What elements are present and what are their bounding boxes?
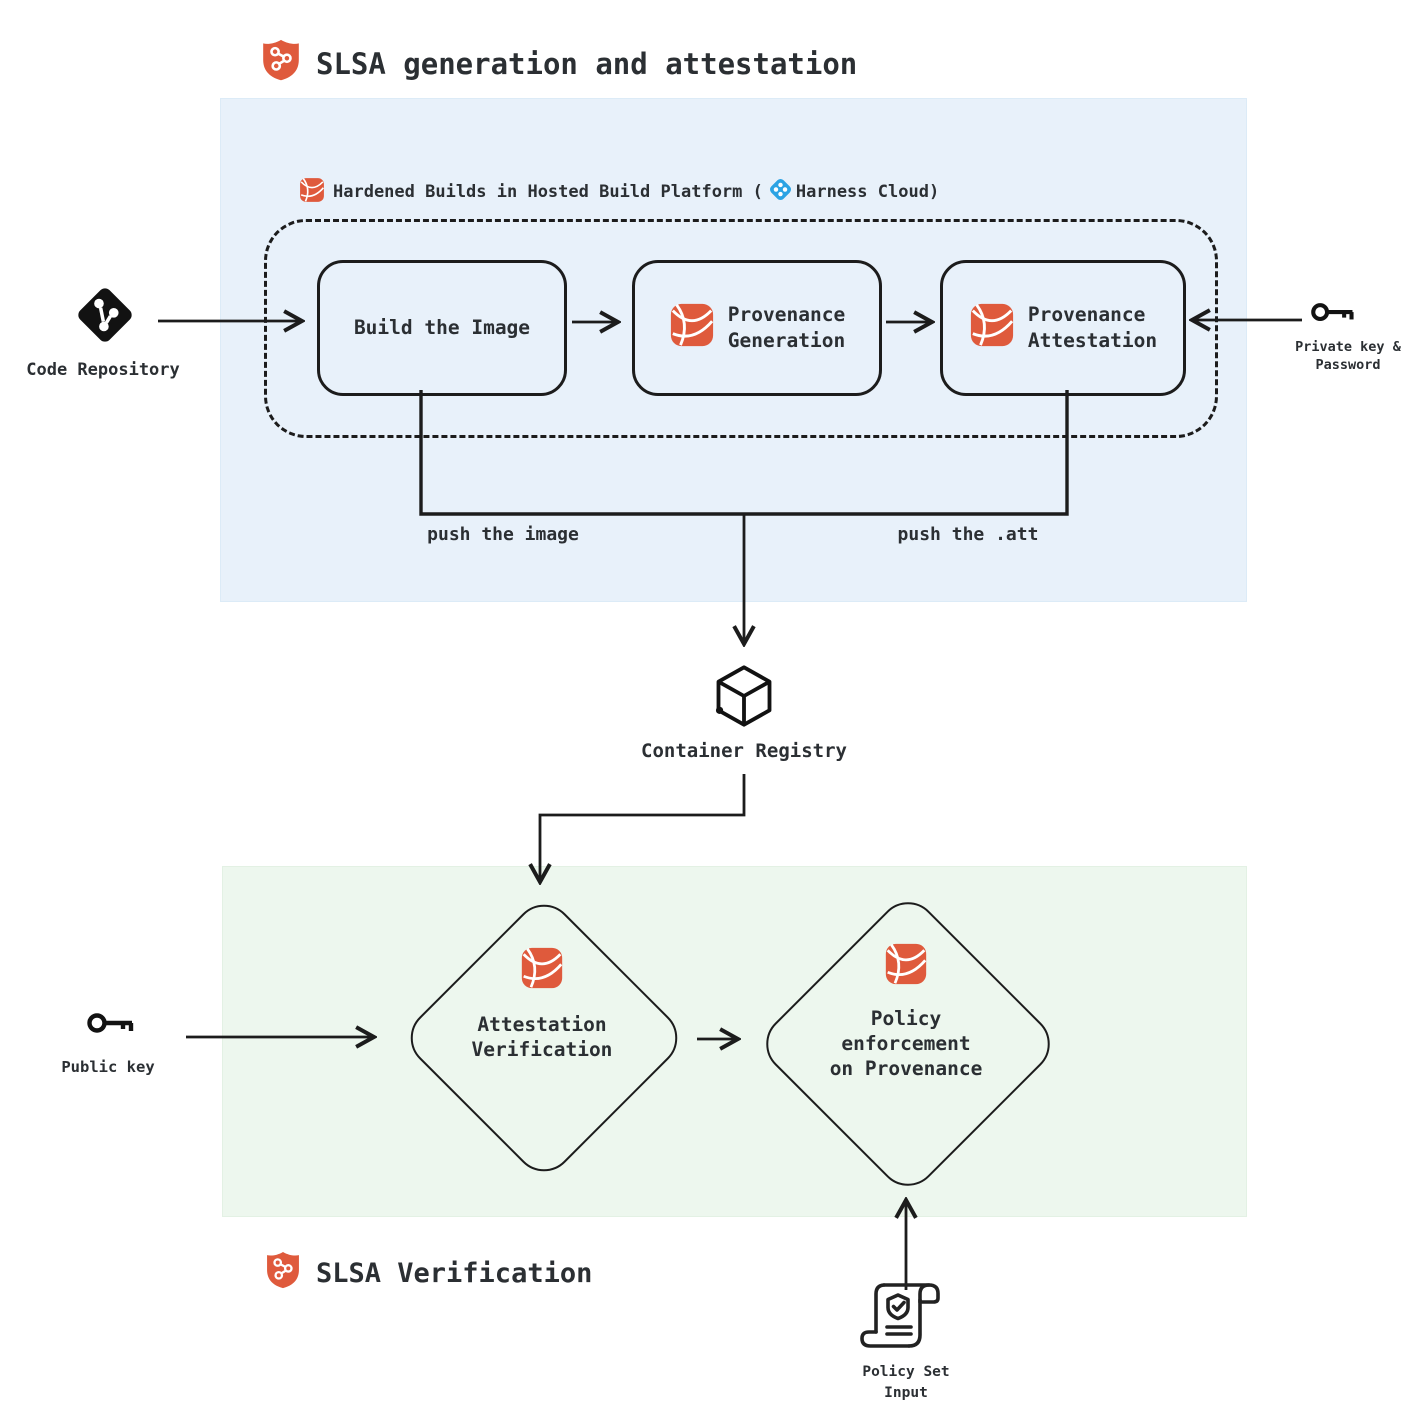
provenance-generation-node <box>632 260 882 396</box>
generation-title-row <box>262 38 857 89</box>
git-icon <box>70 280 140 354</box>
ssca-icon <box>969 302 1015 355</box>
push-image-label: push the image <box>427 524 579 545</box>
verification-title: SLSA Verification <box>316 1258 593 1289</box>
arrow-registry-to-attestation-verification <box>540 774 744 880</box>
build-image-node <box>317 260 567 396</box>
provenance-attestation-label: Provenance Attestation <box>1027 303 1158 352</box>
policy-enforcement-label: Policy enforcement on Provenance <box>829 1007 983 1080</box>
ssca-icon <box>669 302 715 355</box>
slsa-shield-icon <box>266 1250 300 1297</box>
provenance-attestation-node <box>940 260 1186 396</box>
policy-set-input-label: Policy Set Input <box>862 1364 950 1401</box>
hardened-builds-prefix: Hardened Builds in Hosted Build Platform ( <box>333 182 763 202</box>
key-icon <box>1310 296 1358 334</box>
slsa-shield-icon <box>262 38 300 89</box>
ssca-icon <box>299 177 325 208</box>
hardened-builds-row <box>299 176 939 208</box>
policy-scroll-icon <box>858 1276 942 1360</box>
private-key-label: Private key & Password <box>1295 339 1401 373</box>
key-icon <box>86 1006 138 1046</box>
build-image-label: Build the Image <box>353 316 531 339</box>
public-key-label: Public key <box>61 1058 155 1076</box>
verification-title-row <box>266 1250 592 1297</box>
harness-cloud-icon <box>767 176 794 208</box>
code-repository-label: Code Repository <box>26 360 180 380</box>
hardened-builds-suffix: ) <box>928 182 940 202</box>
generation-title: SLSA generation and attestation <box>316 46 858 81</box>
verification-panel <box>222 866 1247 1217</box>
container-cube-icon <box>710 662 778 734</box>
attestation-verification-label: Attestation Verification <box>471 1013 613 1061</box>
provenance-generation-label: Provenance Generation <box>727 303 846 352</box>
container-registry-label: Container Registry <box>641 740 847 762</box>
hardened-builds-cloud: Harness Cloud <box>795 182 929 202</box>
push-att-label: push the .att <box>897 524 1039 545</box>
